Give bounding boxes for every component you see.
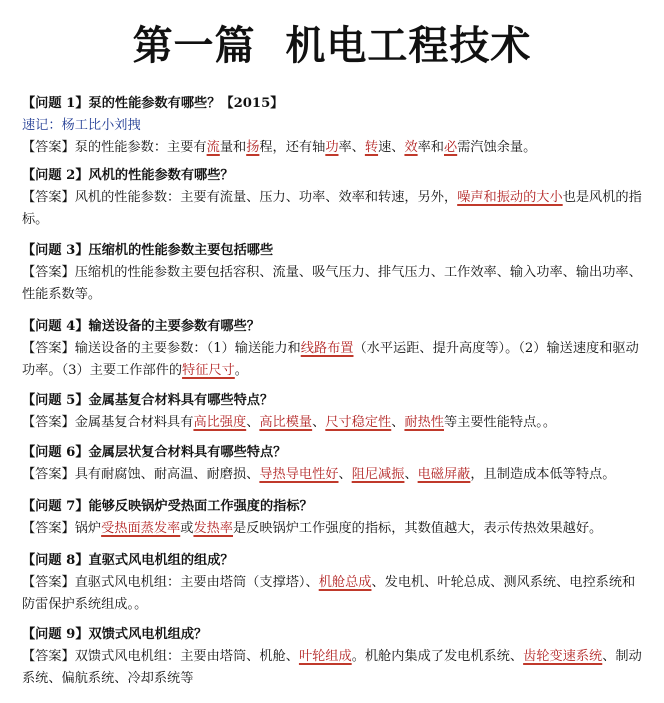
- answer-5: 【答案】金属基复合材料具有高比强度、高比模量、尺寸稳定性、耐热性等主要性能特点。。: [22, 415, 557, 430]
- question-3: 【问题 3】压缩机的性能参数主要包括哪些: [22, 243, 274, 258]
- highlight-term: 高比强度: [193, 415, 247, 430]
- answer-7: 【答案】锅炉受热面蒸发率或发热率是反映锅炉工作强度的指标，其数值越大，表示传热效果越好。: [22, 521, 603, 536]
- highlight-term: 流: [206, 140, 220, 155]
- highlight-term: 阻尼减振: [351, 467, 405, 482]
- question-7: 【问题 7】能够反映锅炉受热面工作强度的指标？: [22, 499, 313, 514]
- question-5: 【问题 5】金属基复合材料具有哪些特点？: [22, 393, 274, 408]
- answer-1: 【答案】泵的性能参数：主要有流量和扬程，还有轴功率、转速、效率和必需汽蚀余量。: [22, 140, 537, 155]
- qa-block-6: [22, 442, 644, 486]
- answer-2: 【答案】风机的性能参数：主要有流量、压力、功率、效率和转速，另外，噪声和振动的大小也是风机的指标。: [22, 190, 642, 227]
- question-9: 【问题 9】双馈式风电机组成？: [22, 627, 208, 642]
- highlight-term: 高比模量: [259, 415, 313, 430]
- highlight-term: 电磁屏蔽: [417, 467, 471, 482]
- answer-4: 【答案】输送设备的主要参数：（1）输送能力和线路布置（水平运距、提升高度等）。（2）输送速度和驱动功率。（3）主要工作部件的特征尺寸。: [22, 341, 639, 378]
- highlight-term: 尺寸稳定性: [325, 415, 392, 430]
- qa-block-4: [22, 316, 644, 382]
- question-6: 【问题 6】金属层状复合材料具有哪些特点？: [22, 445, 287, 460]
- highlight-term: 叶轮组成: [298, 649, 352, 664]
- highlight-term: 必: [444, 140, 458, 155]
- highlight-term: 齿轮变速系统: [523, 649, 603, 664]
- qa-block-8: [22, 550, 644, 616]
- question-8: 【问题 8】直驱式风电机组的组成？: [22, 553, 234, 568]
- qa-block-5: [22, 390, 644, 434]
- memo-1: 速记：杨工比小刘拽: [22, 118, 141, 133]
- question-2: 【问题 2】风机的性能参数有哪些？: [22, 168, 234, 183]
- question-1: 【问题 1】泵的性能参数有哪些？【2015】: [22, 96, 284, 111]
- highlight-term: 效: [404, 140, 418, 155]
- qa-block-9: [22, 624, 644, 690]
- question-4: 【问题 4】输送设备的主要参数有哪些？: [22, 319, 260, 334]
- highlight-term: 特征尺寸: [182, 363, 235, 378]
- answer-6: 【答案】具有耐腐蚀、耐高温、耐磨损、导热导电性好、阻尼减振、电磁屏蔽，且制造成本低等特点。: [22, 467, 616, 482]
- highlight-term: 受热面蒸发率: [101, 521, 181, 536]
- highlight-term: 转: [364, 140, 379, 155]
- qa-block-3: [22, 240, 644, 306]
- highlight-term: 线路布置: [300, 341, 354, 356]
- page-title: 第一篇 机电工程技术: [132, 23, 532, 69]
- qa-block-7: [22, 496, 644, 540]
- qa-block-2: [22, 165, 644, 231]
- highlight-term: 噪声和振动的大小: [457, 190, 563, 205]
- highlight-term: 扬: [246, 140, 260, 155]
- highlight-term: 功: [325, 140, 339, 155]
- answer-8: 【答案】直驱式风电机组：主要由塔筒（支撑塔）、机舱总成、发电机、叶轮总成、测风系统、电控系统和防雷保护系统组成。。: [22, 575, 636, 612]
- highlight-term: 发热率: [193, 521, 233, 536]
- qa-block-1: [22, 93, 644, 159]
- highlight-term: 导热导电性好: [259, 467, 339, 482]
- highlight-term: 耐热性: [404, 415, 444, 430]
- highlight-term: 机舱总成: [318, 575, 372, 590]
- answer-9: 【答案】双馈式风电机组：主要由塔筒、机舱、叶轮组成。机舱内集成了发电机系统、齿轮变速系统、制动系统、偏航系统、冷却系统等: [22, 649, 642, 686]
- answer-3: 【答案】压缩机的性能参数主要包括容积、流量、吸气压力、排气压力、工作效率、输入功率、输出功率、性能系数等。: [22, 265, 642, 302]
